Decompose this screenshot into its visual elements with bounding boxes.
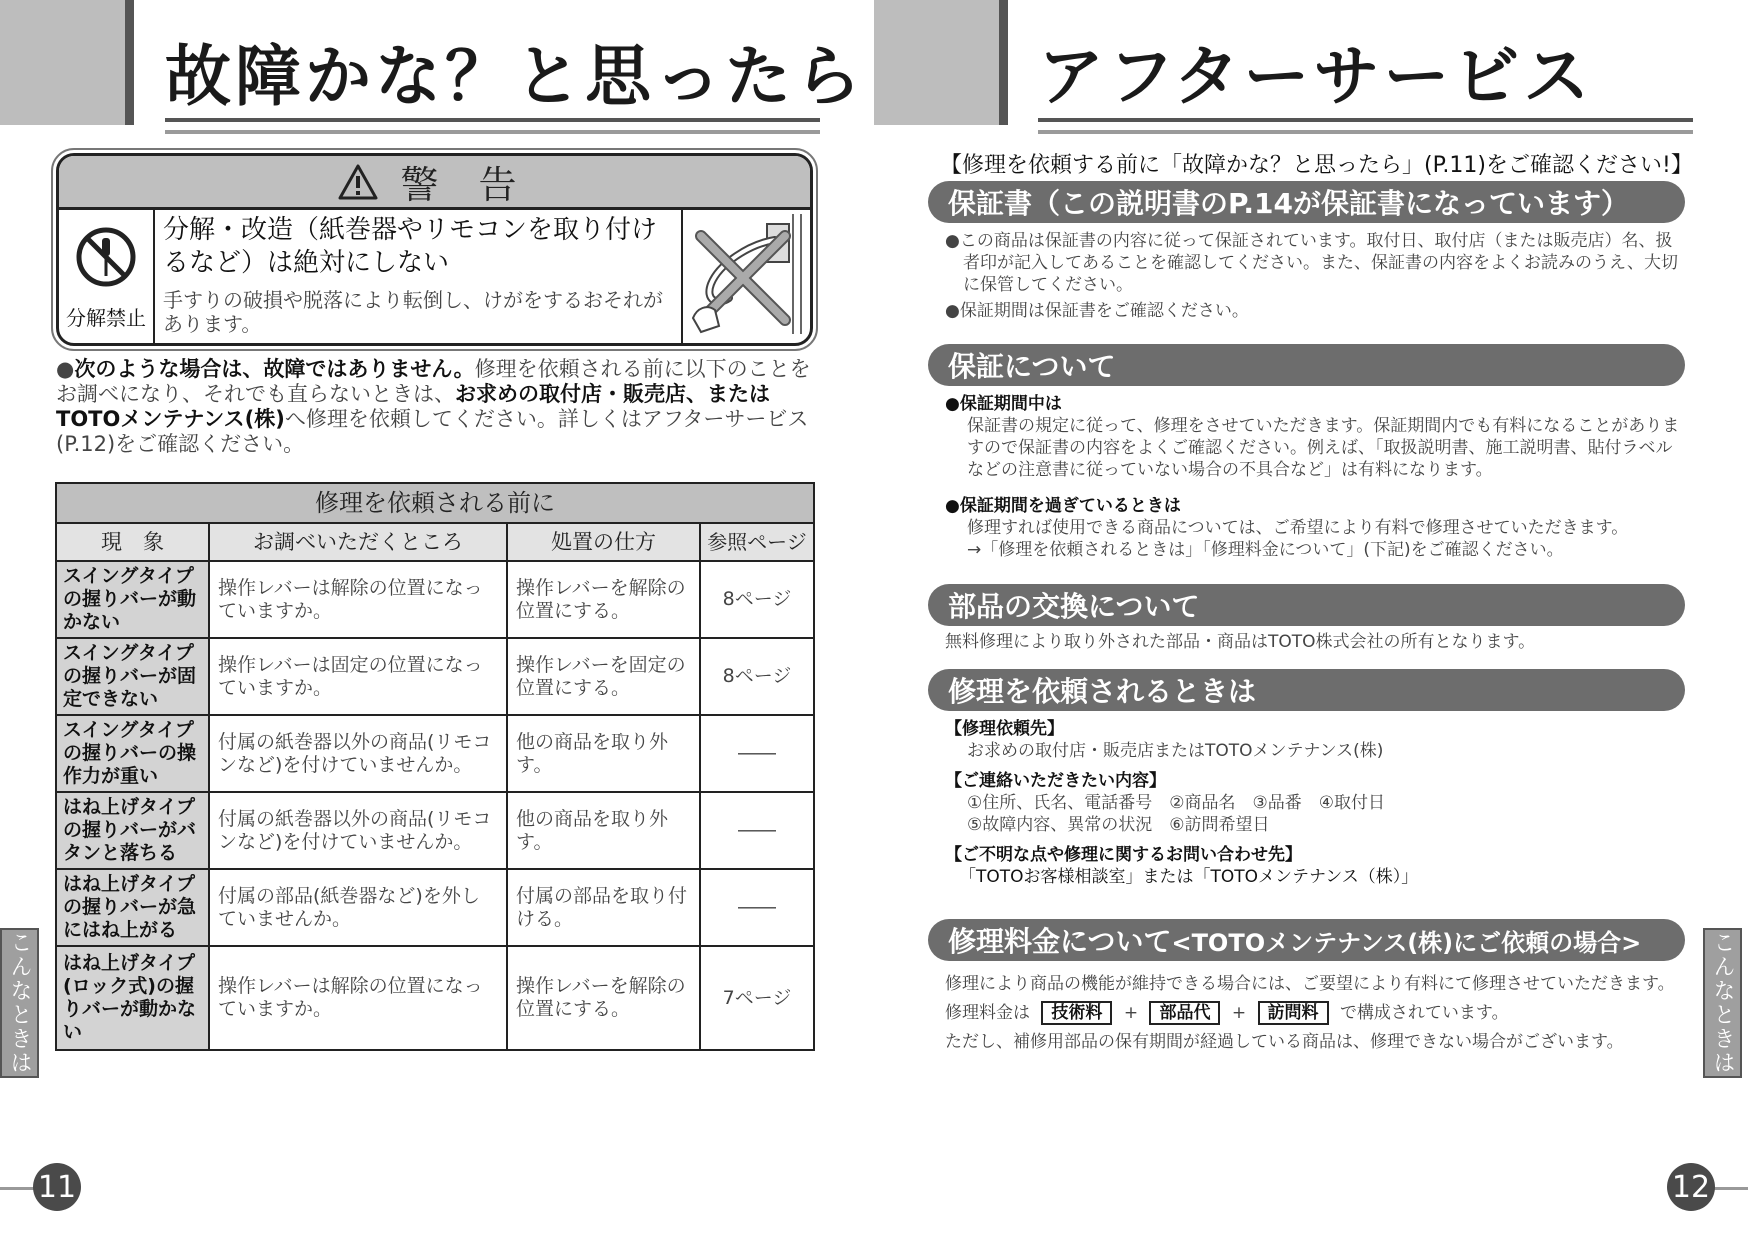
section-heading-fee: 修理料金について <TOTOメンテナンス(株)にご依頼の場合> [928, 919, 1685, 961]
warning-box [56, 153, 813, 346]
page-number-line-left [0, 1187, 36, 1190]
page-title-right: アフターサービス [1038, 38, 1594, 115]
section-heading-about-warranty: 保証について [928, 344, 1685, 386]
table-row: はね上げタイプ(ロック式)の握りバーが動かない 操作レバーは解除の位置になっていますか。 操作レバーを解除の位置にする。 7ページ [56, 946, 814, 1050]
page-title-left: 故障かな？と思ったら [165, 38, 865, 115]
section-heading-request-repair: 修理を依頼されるときは [928, 669, 1685, 711]
table-row: はね上げタイプの握りバーが急にはね上がる 付属の部品(紙巻器など)を外していませんか。 付属の部品を取り付ける。 ―― [56, 869, 814, 946]
page-number-left: 11 [33, 1163, 81, 1211]
warning-triangle-icon [338, 164, 378, 200]
no-disassembly-label: 分解禁止 [66, 306, 146, 330]
side-tab-right[interactable]: こんなときは [1703, 928, 1742, 1078]
column-header: お調べいただくところ [209, 523, 507, 561]
not-a-failure-note: ●次のような場合は、故障ではありません。修理を依頼される前に以下のことをお調べになり、それでも直らないときは、お求めの取付店・販売店、またはTOTOメンテナンス(株)へ修理を依頼してください。詳しくはアフターサービス(P.12)をご確認ください。 [56, 357, 811, 456]
page-number-right: 12 [1667, 1163, 1715, 1211]
fee-formula: 修理料金は 技術料 + 部品代 + 訪問料 で構成されています。 [945, 1003, 1509, 1023]
technical-fee-box: 技術料 [1041, 1001, 1112, 1025]
column-header: 現 象 [56, 523, 209, 561]
handrail-illustration [689, 214, 809, 338]
section-heading-parts: 部品の交換について [928, 584, 1685, 626]
side-tab-left[interactable]: こんなときは [0, 928, 39, 1078]
title-rule-right [1038, 118, 1693, 134]
warning-icon-cell [59, 210, 155, 343]
table-caption: 修理を依頼される前に [56, 483, 814, 523]
column-header: 参照ページ [700, 523, 814, 561]
request-notice: 【修理を依頼する前に「故障かな？と思ったら」(P.11)をご確認ください!】 [940, 153, 1693, 178]
about-warranty-text: ●保証期間中は 保証書の規定に従って、修理をさせていただきます。保証期間内でも有料になることがありますので保証書の内容をよくご確認ください。例えば、「取扱説明書、施工説明書、貼付ラベルなどの注意書に従っていない場合の不具合など」は有料になります。 ●保証期間を過ぎているときは 修理すれば使用できる商品については、ご希望により有料で修理させていただきます。 →「修理を依頼されるときは」「修理料金について」(下記)をご確認ください。 [945, 394, 1680, 560]
warning-main-text: 分解・改造（紙巻器やリモコンを取り付けるなど）は絶対にしない [163, 215, 658, 278]
left-header-tab [0, 0, 125, 125]
no-disassembly-icon [75, 226, 137, 288]
right-header-tab [874, 0, 999, 125]
request-repair-text: 【修理依頼先】 お求めの取付店・販売店またはTOTOメンテナンス(株) 【ご連絡いただきたい内容】 ①住所、氏名、電話番号 ②商品名 ③品番 ④取付日 ⑤故障内容、異常の状況 ⑥訪問希望日 【ご不明な点や修理に関するお問い合わせ先】 「TOTOお客様相談室」または「TOTOメンテナンス（株）」 [945, 719, 1419, 887]
visit-fee-box: 訪問料 [1258, 1001, 1329, 1025]
warning-header [59, 156, 810, 210]
warranty-text: ●この商品は保証書の内容に従って保証されています。取付日、取付店（または販売店）名、扱者印が記入してあることを確認してください。また、保証書の内容をよくお読みのうえ、大切に保管してください。 ●保証期間は保証書をご確認ください。 [945, 231, 1679, 321]
page-number-line-right [1710, 1187, 1748, 1190]
title-rule-left [165, 118, 820, 134]
table-row: スイングタイプの握りバーが動かない 操作レバーは解除の位置になっていますか。 操作レバーを解除の位置にする。 8ページ [56, 561, 814, 638]
table-row: スイングタイプの握りバーが固定できない 操作レバーは固定の位置になっていますか。 操作レバーを固定の位置にする。 8ページ [56, 638, 814, 715]
section-heading-warranty: 保証書（この説明書のP.14が保証書になっています） [928, 181, 1685, 223]
parts-fee-box: 部品代 [1149, 1001, 1220, 1025]
warning-title: 警 告 [400, 163, 531, 207]
column-header: 処置の仕方 [507, 523, 700, 561]
warning-text-cell [155, 210, 683, 343]
table-row: はね上げタイプの握りバーがバタンと落ちる 付属の紙巻器以外の商品(リモコンなど)を付けていませんか。 他の商品を取り外す。 ―― [56, 792, 814, 869]
fee-text: 修理により商品の機能が維持できる場合には、ご要望により有料にて修理させていただきます。 修理料金は 技術料 + 部品代 + 訪問料 で構成されています。 ただし、補修用部品の保有期間が経過している商品は、修理できない場合がございます。 [945, 970, 1685, 1057]
warning-sub-text: 手すりの破損や脱落により転倒し、けがをするおそれがあります。 [163, 288, 663, 336]
parts-text: 無料修理により取り外された部品・商品はTOTO株式会社の所有となります。 [945, 632, 1536, 652]
troubleshooting-table [55, 482, 815, 1051]
table-row: スイングタイプの握りバーの操作力が重い 付属の紙巻器以外の商品(リモコンなど)を付けていませんか。 他の商品を取り外す。 ―― [56, 715, 814, 792]
